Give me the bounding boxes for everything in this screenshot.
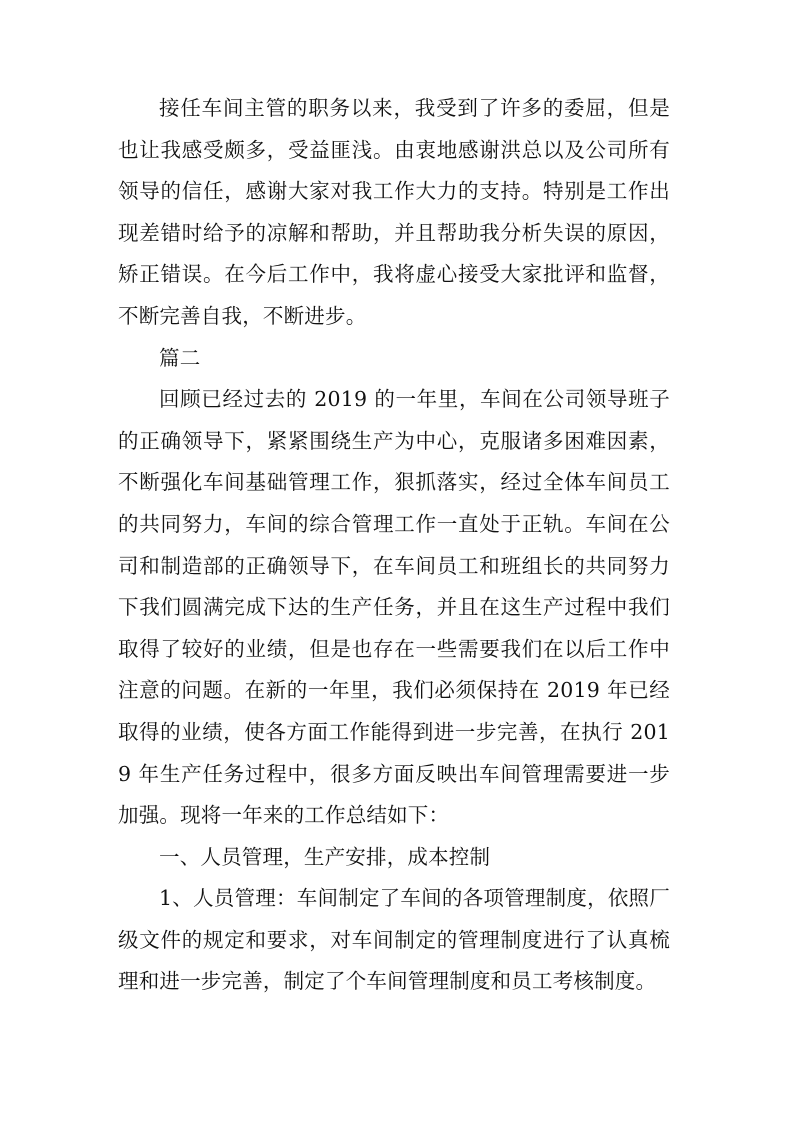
section-heading-personnel: 一、人员管理，生产安排，成本控制: [159, 844, 491, 869]
section-heading-part-two: 篇二: [159, 345, 201, 370]
document-body: [118, 88, 670, 1003]
paragraph-intro: 接任车间主管的职务以来，我受到了许多的委屈，但是也让我感受颇多，受益匪浅。由衷地感谢洪总以及公司所有领导的信任，感谢大家对我工作大力的支持。特别是工作出现差错时给予的凉解和帮助，并且帮助我分析失误的原因，矫正错误。在今后工作中，我将虚心接受大家批评和监督，不断完善自我，不断进步。: [118, 96, 670, 328]
paragraph-personnel-management: 1、人员管理：车间制定了车间的各项管理制度，依照厂级文件的规定和要求，对车间制定的管理制度进行了认真梳理和进一步完善，制定了个车间管理制度和员工考核制度。: [118, 886, 670, 994]
paragraph-annual-review: 回顾已经过去的 2019 的一年里，车间在公司领导班子的正确领导下，紧紧围绕生产为中心，克服诸多困难因素，不断强化车间基础管理工作，狠抓落实，经过全体车间员工的共同努力，车间的综合管理工作一直处于正轨。车间在公司和制造部的正确领导下，在车间员工和班组长的共同努力下我们圆满完成下达的生产任务，并且在这生产过程中我们取得了较好的业绩，但是也存在一些需要我们在以后工作中注意的问题。在新的一年里，我们必须保持在 2019 年已经取得的业绩，使各方面工作能得到进一步完善，在执行 2019 年生产任务过程中，很多方面反映出车间管理需要进一步加强。现将一年来的工作总结如下：: [118, 387, 670, 828]
